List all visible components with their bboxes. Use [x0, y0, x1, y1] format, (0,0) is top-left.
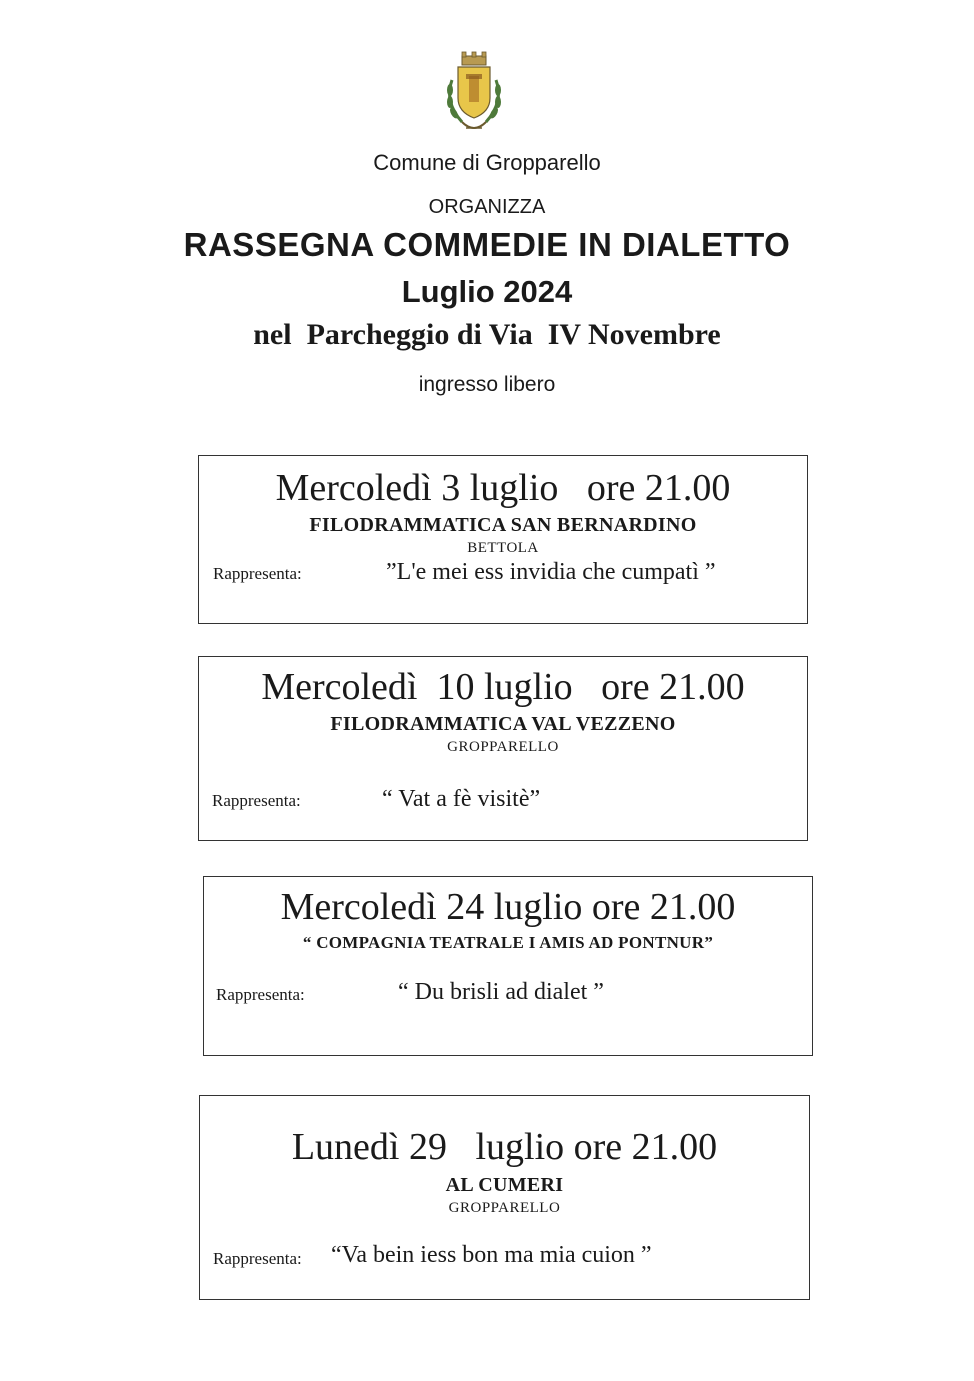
rappresenta-label: Rappresenta:: [212, 791, 301, 810]
municipality-name: Comune di Gropparello: [373, 150, 601, 175]
rappresenta-label: Rappresenta:: [216, 985, 305, 1004]
event-card: [199, 1095, 810, 1300]
company-name: AL CUMERI: [445, 1174, 564, 1196]
rappresenta-label: Rappresenta:: [213, 564, 302, 583]
company-town: BETTOLA: [467, 540, 539, 556]
event-card: [198, 455, 808, 624]
rappresenta-label: Rappresenta:: [213, 1249, 302, 1268]
company-town: GROPPARELLO: [447, 739, 559, 755]
company-name: FILODRAMMATICA SAN BERNARDINO: [309, 514, 697, 536]
organizza-label: ORGANIZZA: [428, 196, 546, 218]
event-date: Mercoledì 10 luglio ore 21.00: [261, 666, 745, 708]
event-date: Mercoledì 24 luglio ore 21.00: [280, 886, 736, 928]
event-date: Mercoledì 3 luglio ore 21.00: [275, 467, 731, 509]
municipal-crest-icon: [438, 50, 510, 138]
company-name: “ COMPAGNIA TEATRALE I AMIS AD PONTNUR”: [302, 933, 714, 952]
event-card: [203, 876, 813, 1056]
entry-note: ingresso libero: [418, 373, 556, 396]
event-card: [198, 656, 808, 841]
play-title: “ Vat a fè visitè”: [382, 786, 541, 812]
play-title: “Va bein iess bon ma mia cuion ”: [331, 1242, 652, 1268]
company-town: GROPPARELLO: [448, 1200, 561, 1216]
play-title: ”L'e mei ess invidia che cumpatì ”: [386, 559, 716, 585]
company-name: FILODRAMMATICA VAL VEZZENO: [330, 713, 676, 735]
event-title: RASSEGNA COMMEDIE IN DIALETTO: [183, 226, 791, 263]
event-date: Lunedì 29 luglio ore 21.00: [291, 1126, 718, 1168]
play-title: “ Du brisli ad dialet ”: [398, 979, 604, 1005]
event-venue: nel Parcheggio di Via IV Novembre: [253, 318, 721, 351]
event-month: Luglio 2024: [401, 274, 573, 309]
